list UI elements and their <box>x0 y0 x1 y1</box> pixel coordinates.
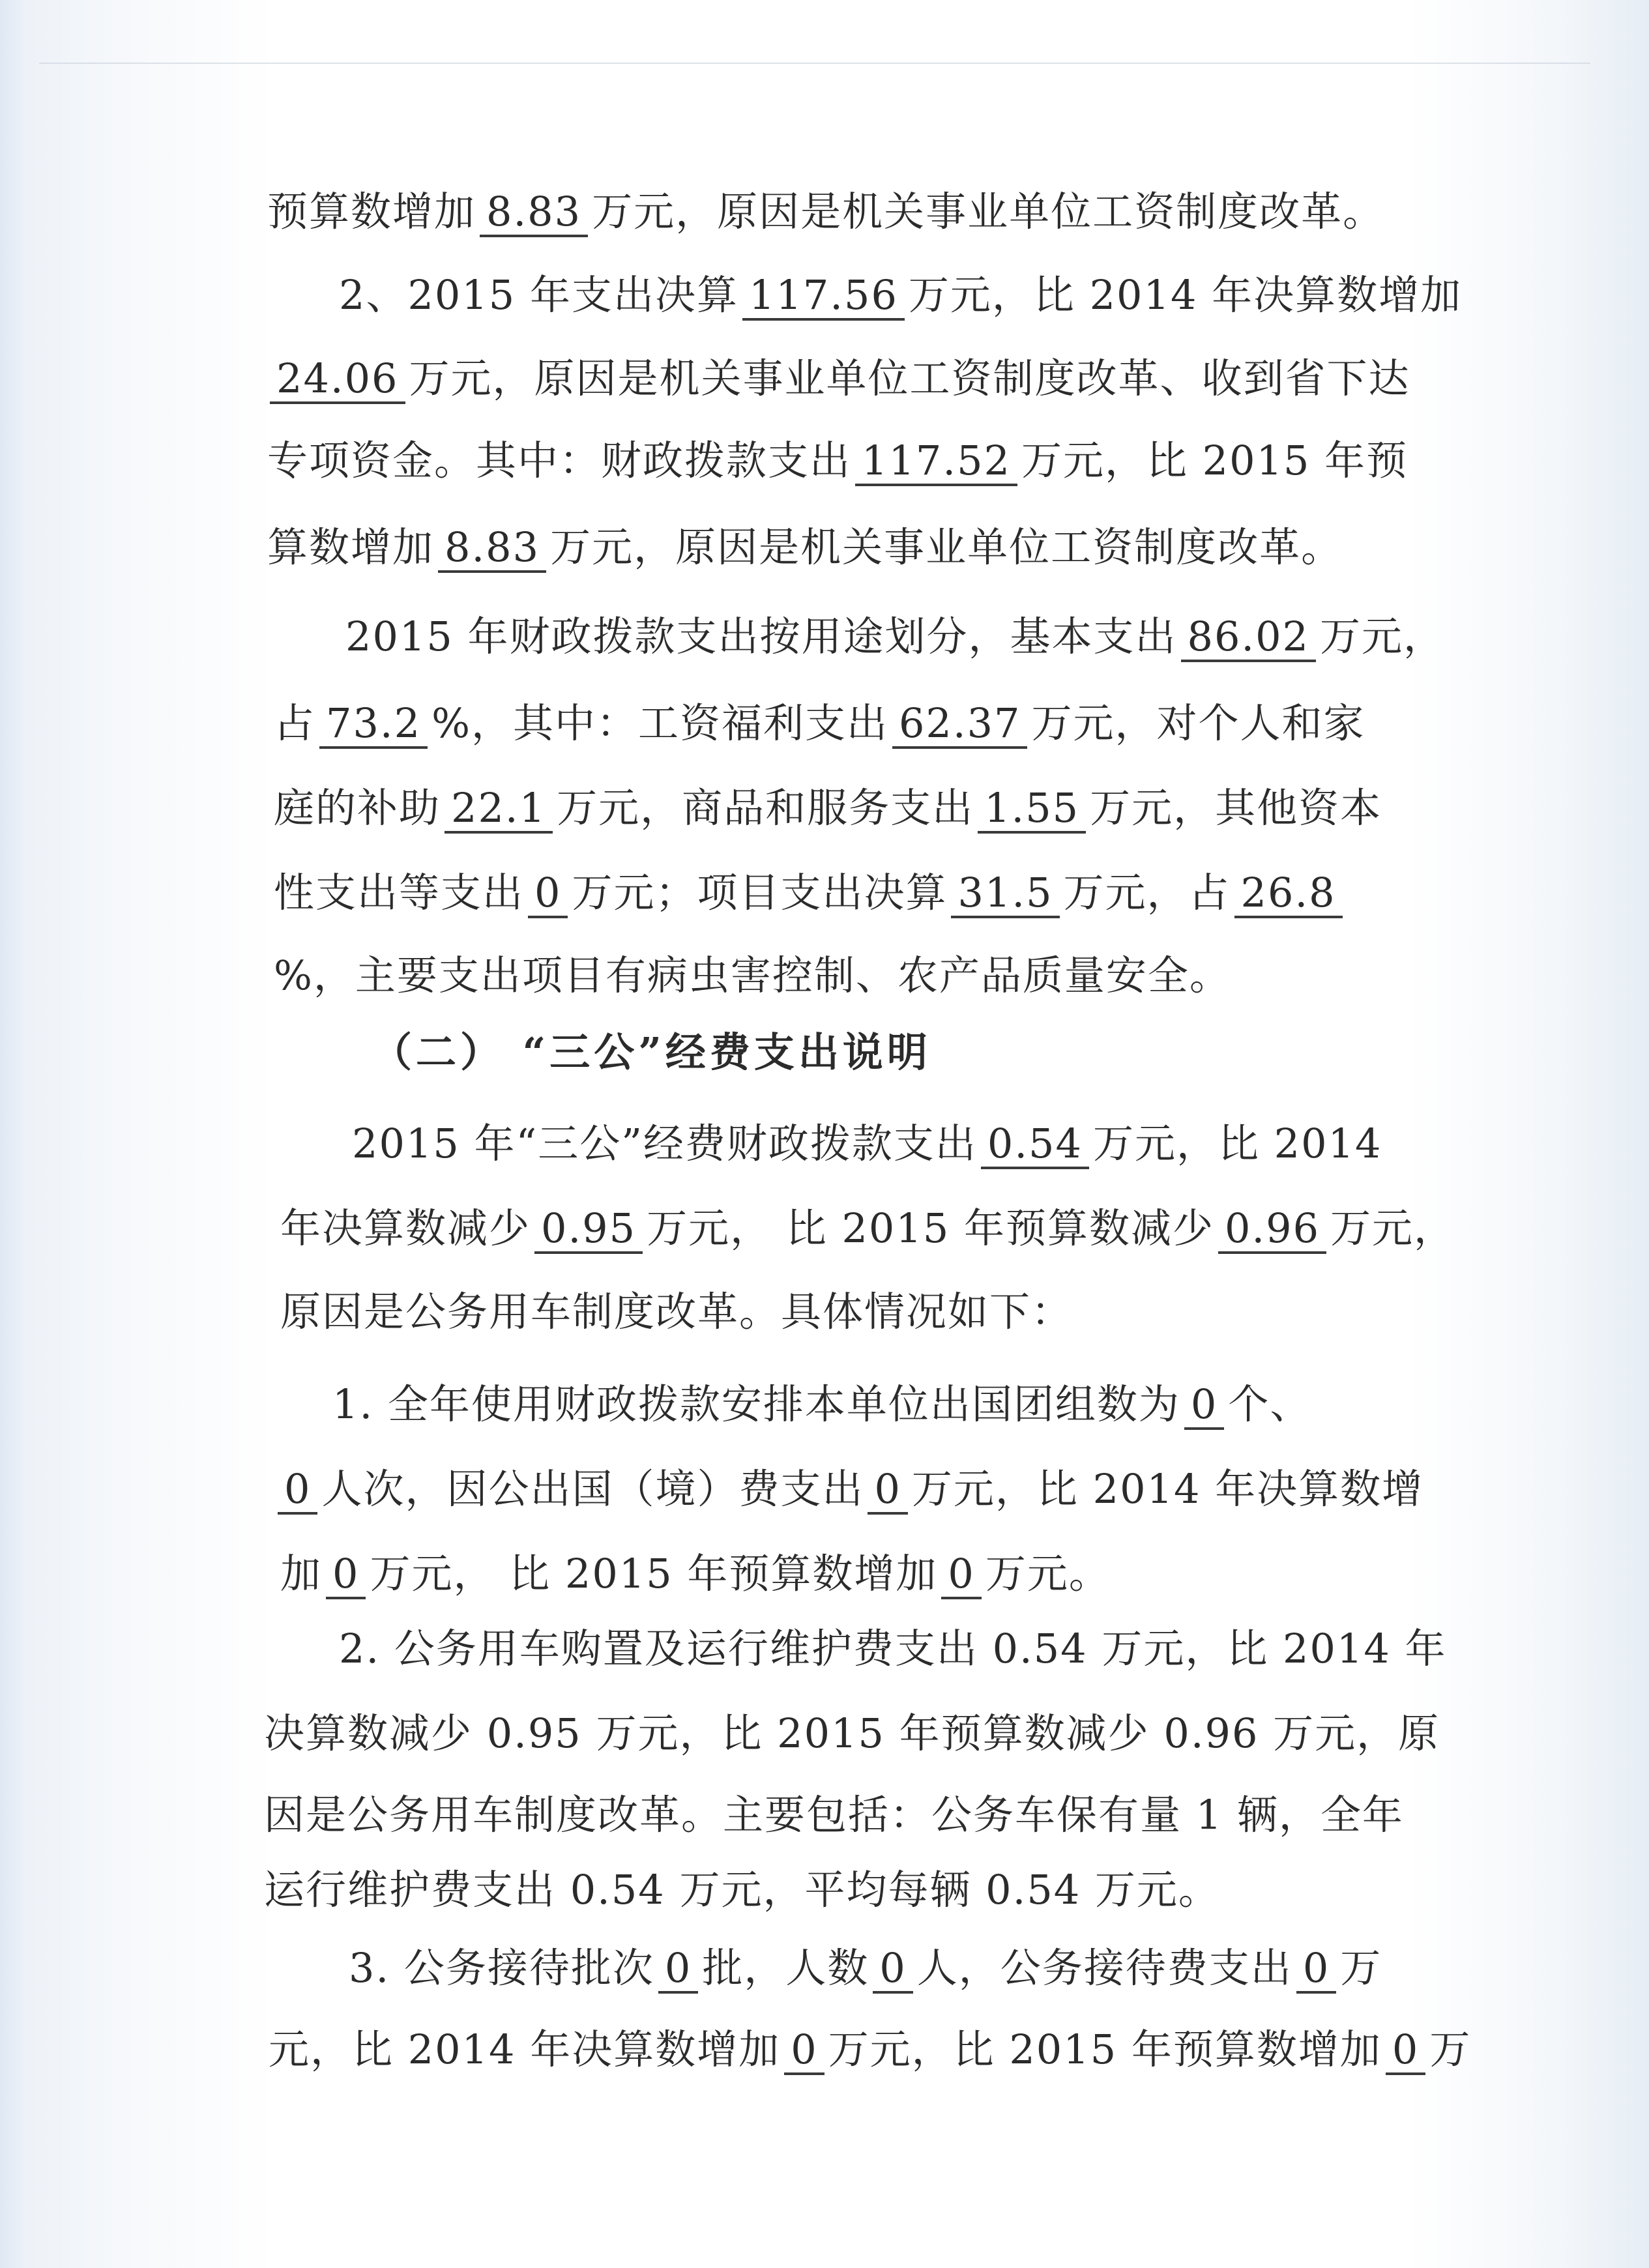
text-line <box>0 694 1649 753</box>
text-segment: 万元，占 <box>1063 869 1231 916</box>
scan-edge-line <box>39 63 1590 64</box>
text-line <box>0 182 1649 241</box>
text-line <box>0 349 1649 408</box>
text-segment: %，其中：工资福利支出 <box>431 699 888 747</box>
text-segment: 万元，比 2014 年决算数增 <box>911 1465 1424 1513</box>
section-heading <box>0 1023 1649 1082</box>
text-segment: 人次，因公出国（境）费支出 <box>321 1465 864 1513</box>
filled-blank-value: 62.37 <box>892 701 1028 749</box>
filled-blank-value: 73.2 <box>319 701 428 749</box>
text-line <box>0 1545 1649 1603</box>
text-line <box>0 266 1649 325</box>
text-segment: 2. 公务用车购置及运行维护费支出 0.54 万元，比 2014 年 <box>339 1625 1447 1672</box>
text-segment: 万元，比 2014 <box>1092 1120 1382 1167</box>
text-segment: 万元，原因是机关事业单位工资制度改革。 <box>550 523 1343 571</box>
filled-blank-value: 0 <box>941 1551 981 1599</box>
filled-blank-value: 0.96 <box>1218 1206 1326 1254</box>
text-line <box>0 1114 1649 1173</box>
text-line <box>0 1460 1649 1519</box>
text-line <box>0 864 1649 922</box>
text-segment: 原因是公务用车制度改革。具体情况如下： <box>280 1288 1073 1335</box>
text-line <box>0 431 1649 490</box>
filled-blank-value: 0 <box>1296 1945 1336 1994</box>
filled-blank-value: 26.8 <box>1234 870 1343 918</box>
text-segment: 性支出等支出 <box>274 869 525 916</box>
filled-blank-value: 31.5 <box>951 870 1059 918</box>
text-segment: 算数增加 <box>267 523 435 571</box>
text-segment: 运行维护费支出 0.54 万元，平均每辆 0.54 万元。 <box>264 1866 1220 1913</box>
text-segment: 批，人数 <box>702 1944 869 1992</box>
text-segment: 万元。 <box>985 1550 1111 1597</box>
filled-blank-value: 24.06 <box>270 356 405 404</box>
text-line <box>0 779 1649 837</box>
text-segment: 人，公务接待费支出 <box>916 1944 1292 1992</box>
text-line <box>0 607 1649 666</box>
text-segment: 万元， 比 2015 年预算数增加 <box>370 1550 938 1597</box>
text-line <box>0 946 1649 1005</box>
text-segment: 预算数增加 <box>267 188 476 235</box>
text-segment: 万元，对个人和家 <box>1031 699 1365 747</box>
text-line <box>0 1861 1649 1919</box>
text-segment: 万元， 比 2015 年预算数减少 <box>647 1204 1214 1252</box>
filled-blank-value: 117.52 <box>855 438 1017 486</box>
text-segment: 万元，原因是机关事业单位工资制度改革、收到省下达 <box>409 355 1410 402</box>
text-segment: 万元， <box>1330 1204 1456 1252</box>
text-segment: 万元， <box>1320 613 1446 660</box>
text-segment: 万元，其他资本 <box>1090 784 1382 832</box>
text-segment: 元，比 2014 年决算数增加 <box>269 2026 781 2073</box>
filled-blank-value: 0 <box>326 1551 366 1599</box>
filled-blank-value: 8.83 <box>480 189 588 237</box>
text-segment: 庭的补助 <box>274 784 441 832</box>
text-segment: %，主要支出项目有病虫害控制、农产品质量安全。 <box>274 952 1231 999</box>
filled-blank-value: 0 <box>1184 1382 1224 1430</box>
filled-blank-value: 0 <box>1386 2027 1425 2075</box>
text-line <box>0 1375 1649 1434</box>
text-segment: （二） “三公”经费支出说明 <box>372 1028 931 1076</box>
filled-blank-value: 0 <box>784 2027 824 2075</box>
text-line <box>0 1786 1649 1844</box>
filled-blank-value: 0.54 <box>981 1121 1089 1169</box>
text-segment: 加 <box>280 1550 323 1597</box>
text-segment: 个、 <box>1228 1380 1312 1428</box>
filled-blank-value: 0 <box>528 870 568 918</box>
filled-blank-value: 0 <box>658 1945 698 1994</box>
text-line <box>0 2020 1649 2079</box>
text-segment: 3. 公务接待批次 <box>349 1944 654 1992</box>
text-segment: 万元，比 2015 年预 <box>1021 437 1408 484</box>
text-segment: 因是公务用车制度改革。主要包括：公务车保有量 1 辆，全年 <box>264 1791 1404 1839</box>
filled-blank-value: 22.1 <box>445 785 553 834</box>
text-segment: 万 <box>1340 1944 1382 1992</box>
text-line <box>0 1704 1649 1763</box>
text-segment: 万元；项目支出决算 <box>572 869 948 916</box>
text-segment: 万元，比 2014 年决算数增加 <box>908 271 1463 319</box>
text-segment: 万元，比 2015 年预算数增加 <box>828 2026 1382 2073</box>
text-segment: 专项资金。其中：财政拨款支出 <box>267 437 852 484</box>
filled-blank-value: 8.83 <box>438 525 546 573</box>
text-segment: 2015 年“三公”经费财政拨款支出 <box>352 1120 977 1167</box>
text-segment: 1. 全年使用财政拨款安排本单位出国团组数为 <box>332 1380 1180 1428</box>
text-segment: 占 <box>274 699 316 747</box>
text-segment: 万元，商品和服务支出 <box>557 784 974 832</box>
text-line <box>0 518 1649 577</box>
text-line <box>0 1620 1649 1678</box>
filled-blank-value: 0 <box>278 1466 317 1515</box>
text-segment: 万 <box>1429 2026 1472 2073</box>
filled-blank-value: 0 <box>873 1945 912 1994</box>
text-segment: 年决算数减少 <box>280 1204 531 1252</box>
text-segment: 2、2015 年支出决算 <box>339 271 738 319</box>
text-line <box>0 1199 1649 1258</box>
filled-blank-value: 1.55 <box>978 785 1086 834</box>
filled-blank-value: 0 <box>868 1466 907 1515</box>
text-line <box>0 1283 1649 1341</box>
text-segment: 2015 年财政拨款支出按用途划分，基本支出 <box>345 613 1177 660</box>
text-segment: 决算数减少 0.95 万元，比 2015 年预算数减少 0.96 万元，原 <box>264 1709 1440 1757</box>
text-segment: 万元，原因是机关事业单位工资制度改革。 <box>592 188 1385 235</box>
filled-blank-value: 0.95 <box>534 1206 643 1254</box>
filled-blank-value: 117.56 <box>742 272 905 321</box>
text-line <box>0 1939 1649 1998</box>
filled-blank-value: 86.02 <box>1181 614 1317 662</box>
